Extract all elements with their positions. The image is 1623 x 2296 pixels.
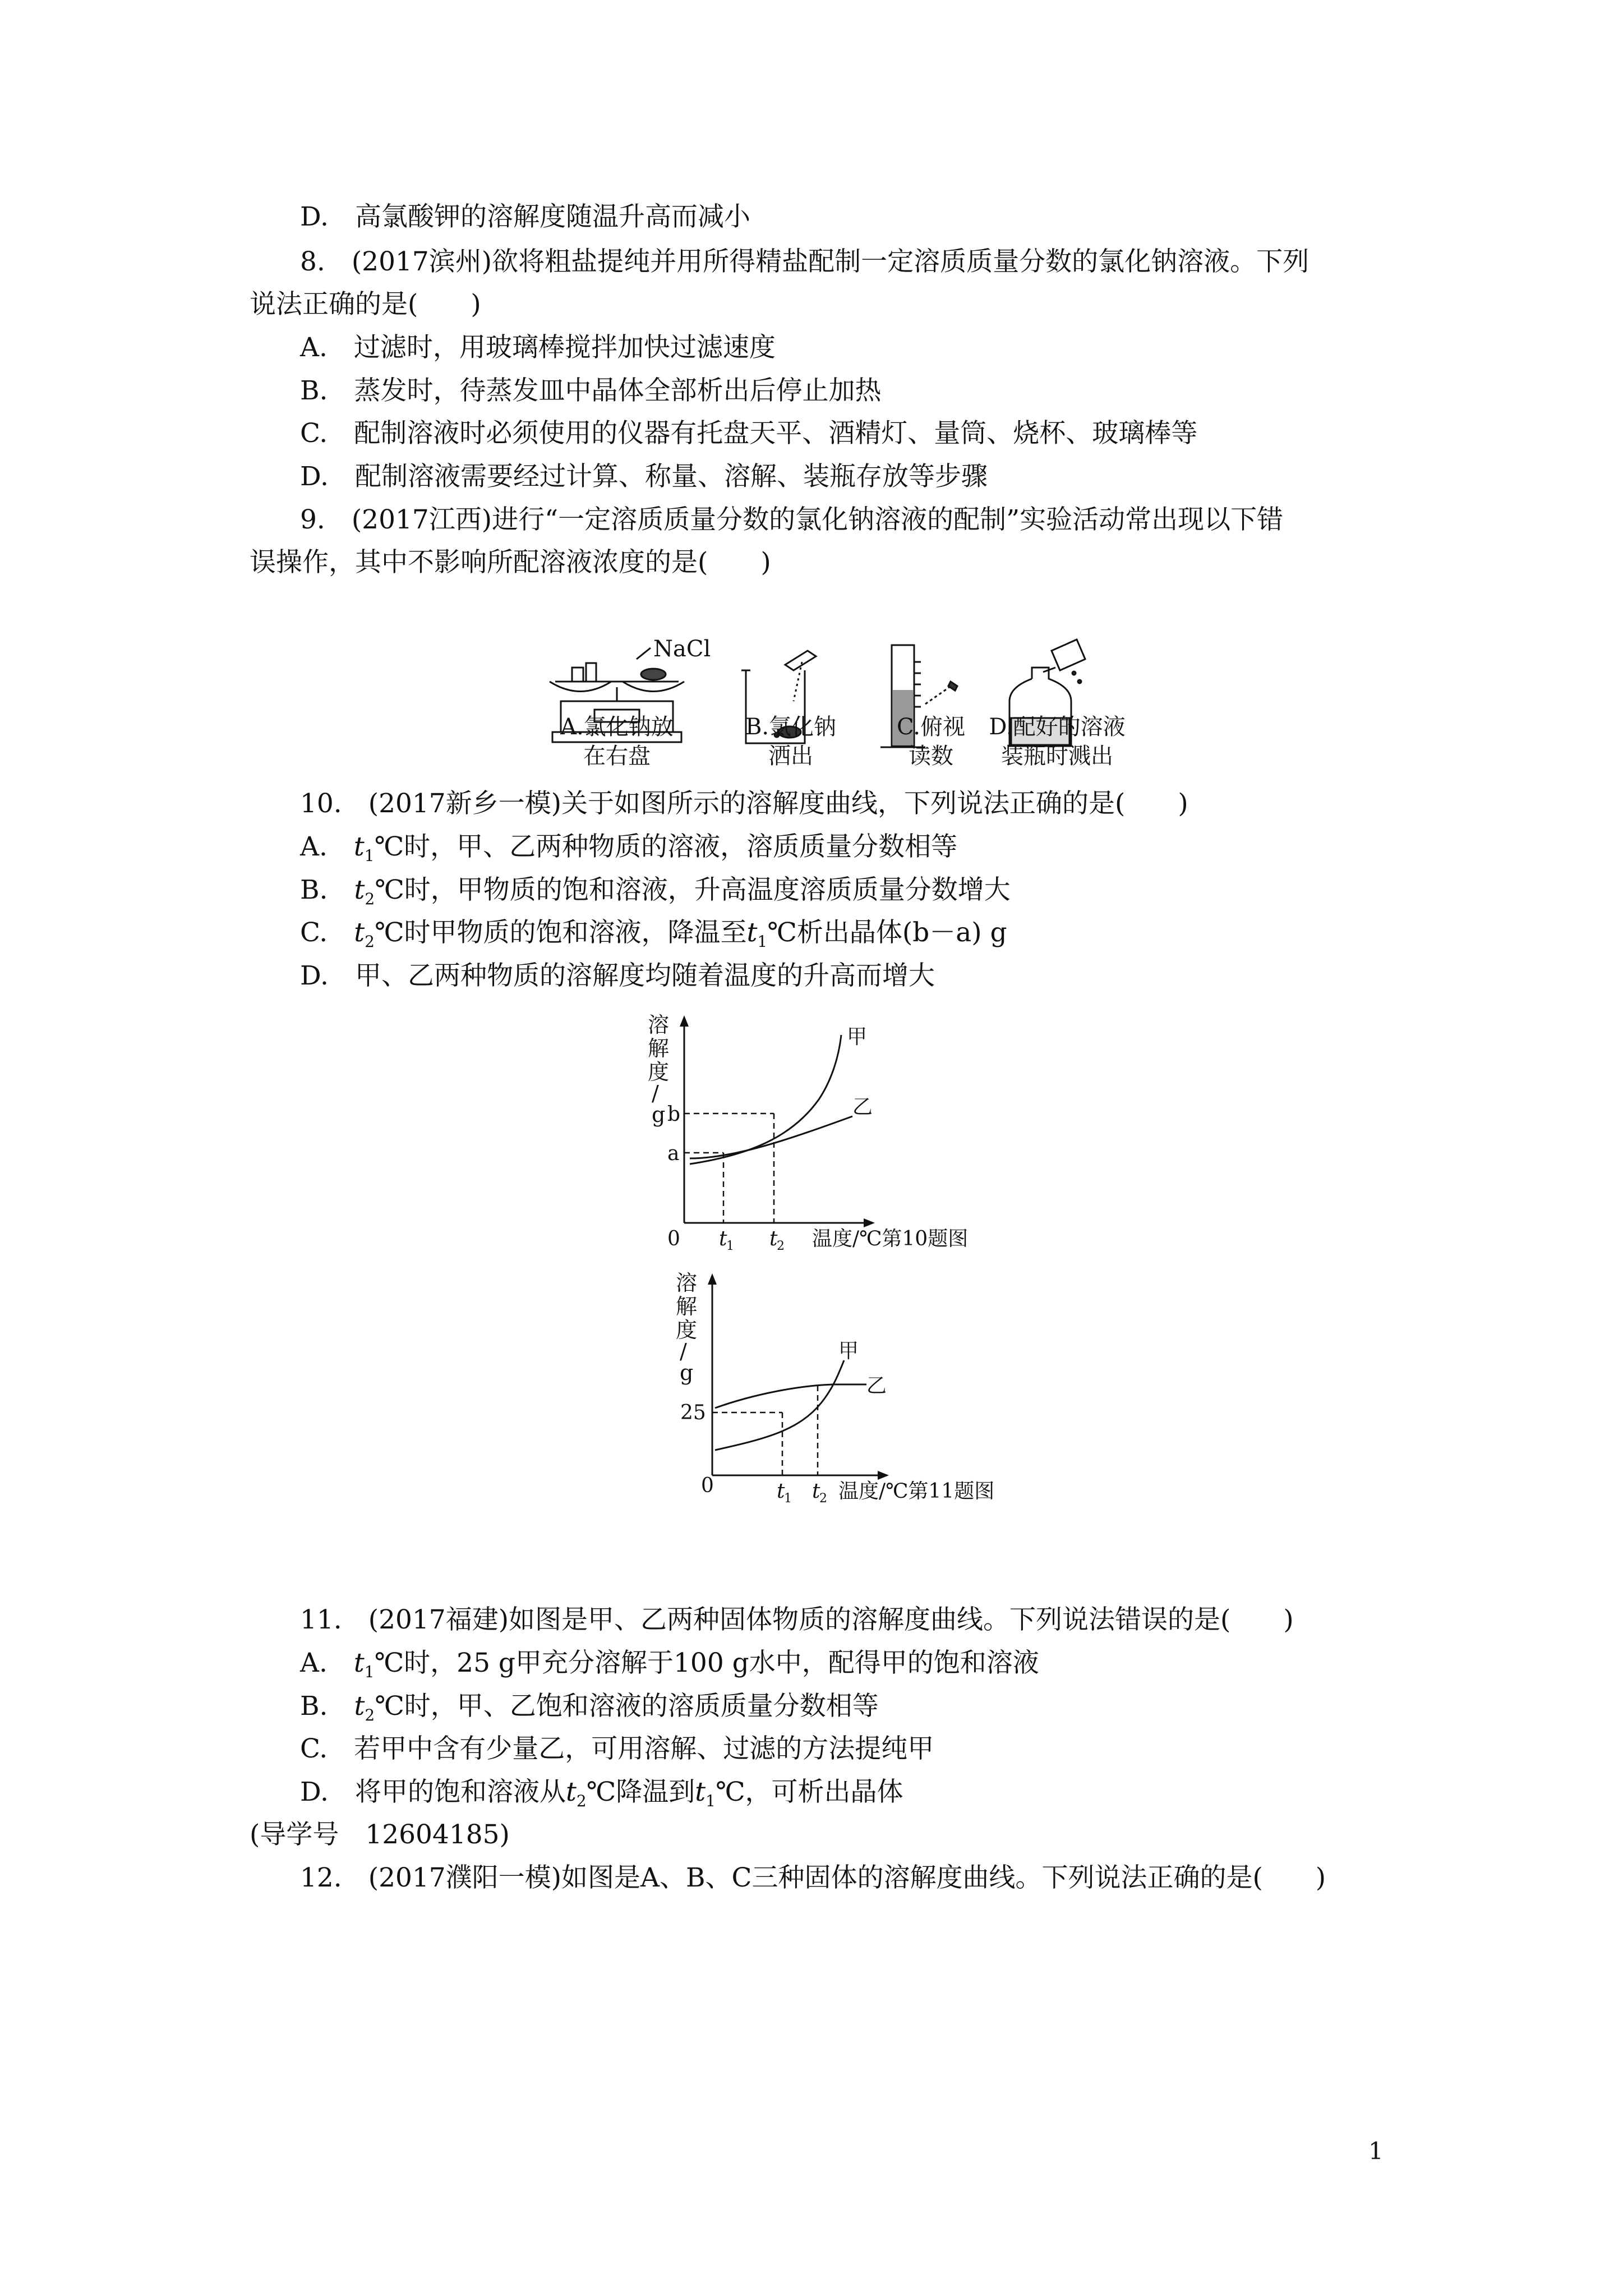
q9-caption-b-line2: 洒出 xyxy=(768,743,813,769)
q11-t2-sub: 2 xyxy=(819,1492,827,1503)
q9-caption-a-line1: A.氯化钠放 xyxy=(560,714,674,740)
q10-t2: t xyxy=(769,1227,778,1250)
q11-series-jia: 甲 xyxy=(838,1340,859,1363)
q10-ylabel-1: 溶 xyxy=(648,1013,670,1037)
q10-ylabel-5: g xyxy=(652,1102,666,1127)
q11-curve-yi xyxy=(715,1384,866,1408)
q10-option-c: C. $t_2℃$时甲物质的饱和溶液，降温至$t_1℃$析出晶体(b－a) g xyxy=(300,917,1007,951)
q8-option-b: B. 蒸发时，待蒸发皿中晶体全部析出后停止加热 xyxy=(300,375,882,406)
q10-ylabel-2: 解 xyxy=(648,1036,670,1061)
q9-caption-c-line2: 读数 xyxy=(909,743,953,769)
q8-stem-line1: 8. (2017滨州)欲将粗盐提纯并用所得精盐配制一定溶质质量分数的氯化钠溶液。下列 xyxy=(300,246,1310,277)
q11-guide-number: (导学号 12604185) xyxy=(250,1819,510,1850)
q11-ylabel-5: g xyxy=(680,1360,694,1385)
q11-ylabel-1: 溶 xyxy=(676,1271,698,1295)
nacl-label: NaCl xyxy=(653,636,711,662)
q8-stem-line2: 说法正确的是( ) xyxy=(250,289,481,320)
q10-t1-sub: 1 xyxy=(726,1239,734,1251)
q10-stem: 10. (2017新乡一模)关于如图所示的溶解度曲线，下列说法正确的是( ) xyxy=(300,788,1188,819)
q10-series-jia: 甲 xyxy=(847,1025,868,1048)
q9-caption-b-line1: B.氯化钠 xyxy=(745,714,837,740)
page-number: 1 xyxy=(1368,2137,1384,2165)
q10-series-yi: 乙 xyxy=(852,1096,873,1119)
q10-y-arrow xyxy=(680,1015,689,1027)
q11-t1-sub: 1 xyxy=(784,1492,792,1503)
q10-curve-jia xyxy=(690,1035,841,1164)
q11-series-yi: 乙 xyxy=(866,1374,887,1397)
q9-caption-d-line1: D.配好的溶液 xyxy=(989,714,1126,740)
q10-t1: t xyxy=(719,1227,727,1250)
q11-ylabel-3: 度 xyxy=(676,1318,698,1342)
q11-xlabel: 温度/℃第11题图 xyxy=(838,1480,995,1503)
q10-ylabel-3: 度 xyxy=(648,1060,670,1084)
q11-option-c: C. 若甲中含有少量乙，可用溶解、过滤的方法提纯甲 xyxy=(300,1733,934,1764)
q11-y-arrow xyxy=(708,1273,717,1285)
q11-ylabel-4: / xyxy=(680,1339,687,1364)
q8-option-a: A. 过滤时，用玻璃棒搅拌加快过滤速度 xyxy=(300,332,776,363)
q9-stem-line2: 误操作，其中不影响所配溶液浓度的是( ) xyxy=(250,547,771,578)
q10-xlabel: 温度/℃第10题图 xyxy=(812,1227,969,1250)
q7-option-d: D. 高氯酸钾的溶解度随温升高而减小 xyxy=(300,201,750,232)
q10-ylabel-4: / xyxy=(652,1081,659,1106)
q11-t2: t xyxy=(812,1480,820,1503)
q10-t2-sub: 2 xyxy=(777,1239,785,1251)
q10-option-b: B. $t_2℃$时，甲物质的饱和溶液，升高温度溶质质量分数增大 xyxy=(300,875,1011,908)
q10-origin: 0 xyxy=(667,1227,680,1250)
q11-ylabel-2: 解 xyxy=(676,1294,698,1319)
q10-label-b: b xyxy=(667,1103,681,1126)
q9-caption-c-line1: C.俯视 xyxy=(897,714,965,740)
q11-stem: 11. (2017福建)如图是甲、乙两种固体物质的溶解度曲线。下列说法错误的是( ) xyxy=(300,1604,1294,1635)
q8-option-c: C. 配制溶液时必须使用的仪器有托盘天平、酒精灯、量筒、烧杯、玻璃棒等 xyxy=(300,418,1198,449)
q9-caption-d-line2: 装瓶时溅出 xyxy=(1001,743,1113,769)
q10-option-d: D. 甲、乙两种物质的溶解度均随着温度的升高而增大 xyxy=(300,960,935,991)
q11-option-a: A. $t_1℃$时，25 g甲充分溶解于100 g水中，配得甲的饱和溶液 xyxy=(300,1648,1039,1681)
q11-solubility-graph xyxy=(670,1268,1074,1503)
q10-label-a: a xyxy=(667,1142,680,1165)
q11-label-25: 25 xyxy=(680,1401,706,1424)
q11-x-arrow xyxy=(878,1471,889,1480)
q8-option-d: D. 配制溶液需要经过计算、称量、溶解、装瓶存放等步骤 xyxy=(300,461,988,492)
q9-caption-a-line2: 在右盘 xyxy=(583,743,651,769)
q10-solubility-graph xyxy=(645,1010,1071,1251)
q11-curve-jia xyxy=(715,1360,844,1450)
q9-stem-line1: 9. (2017江西)进行“一定溶质质量分数的氯化钠溶液的配制”实验活动常出现以下错 xyxy=(300,504,1284,535)
q11-option-d: D. 将甲的饱和溶液从$t_2℃$降温到$t_1℃$，可析出晶体 xyxy=(300,1777,903,1810)
q10-x-arrow xyxy=(864,1218,875,1227)
q11-t1: t xyxy=(777,1480,785,1503)
q12-stem: 12. (2017濮阳一模)如图是A、B、C三种固体的溶解度曲线。下列说法正确的是( ) xyxy=(300,1862,1326,1893)
q10-option-a: A. $t_1℃$时，甲、乙两种物质的溶液，溶质质量分数相等 xyxy=(300,831,958,865)
q11-origin: 0 xyxy=(701,1474,714,1497)
q11-option-b: B. $t_2℃$时，甲、乙饱和溶液的溶质质量分数相等 xyxy=(300,1691,879,1724)
